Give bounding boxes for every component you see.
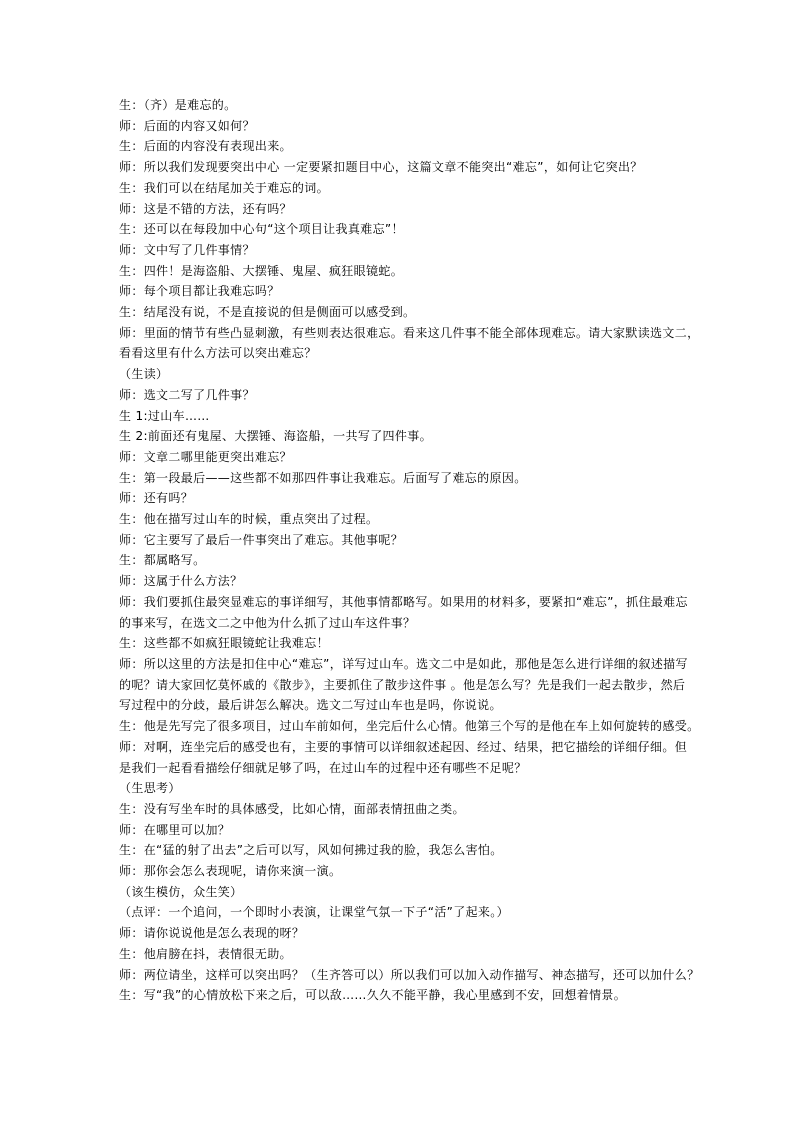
dialogue-paragraph: [119, 426, 679, 447]
dialogue-paragraph: [119, 261, 679, 282]
dialogue-line: 生：在“猛的射了出去”之后可以写，风如何拂过我的脸，我怎么害怕。: [119, 843, 503, 858]
dialogue-line: 师：它主要写了最后一件事突出了难忘。其他事呢？: [119, 532, 404, 547]
dialogue-line: 师：在哪里可以加？: [119, 822, 231, 837]
dialogue-paragraph: [119, 737, 688, 778]
dialogue-line: 生：这些都不如疯狂眼镜蛇让我难忘！: [119, 636, 329, 651]
dialogue-paragraph: [119, 654, 688, 716]
dialogue-line: 师：每个项目都让我难忘吗？: [119, 284, 280, 299]
dialogue-line: 生：他是先写完了很多项目，过山车前如何，坐完后什么心情。他第三个写的是他在车上如何旋转的感受。: [119, 719, 700, 734]
dialogue-line: 师：选文二写了几件事？: [119, 387, 255, 402]
dialogue-paragraph: [119, 716, 700, 737]
dialogue-line: 生：他在描写过山车的时候，重点突出了过程。: [119, 512, 379, 527]
dialogue-paragraph: [119, 778, 679, 799]
dialogue-paragraph: [119, 302, 679, 323]
dialogue-line: 生：第一段最后——这些都不如那四件事让我难忘。后面写了难忘的原因。: [119, 470, 527, 485]
dialogue-line: （点评：一个追问，一个即时小表演，让课堂气氛一下子“活”了起来。）: [119, 905, 509, 920]
dialogue-paragraph: [119, 364, 679, 385]
dialogue-line: （该生模仿，众生笑）: [119, 884, 243, 899]
dialogue-line: 是我们一起看看描绘仔细就足够了吗，在过山车的过程中还有哪些不足呢？: [119, 760, 527, 775]
dialogue-line: 师：这属于什么方法？: [119, 574, 243, 589]
dialogue-paragraph: [119, 385, 679, 406]
dialogue-paragraph: [119, 199, 679, 220]
dialogue-paragraph: [119, 820, 679, 841]
dialogue-paragraph: [119, 840, 679, 861]
dialogue-paragraph: [119, 323, 700, 364]
dialogue-line: 师：后面的内容又如何？: [119, 118, 255, 133]
dialogue-paragraph: [119, 965, 700, 986]
dialogue-line: 生：我们可以在结尾加关于难忘的词。: [119, 180, 329, 195]
dialogue-paragraph: [119, 116, 679, 137]
dialogue-line: 的事来写，在选文二之中他为什么抓了过山车这件事？: [119, 615, 416, 630]
dialogue-paragraph: [119, 178, 679, 199]
dialogue-paragraph: [119, 157, 679, 178]
dialogue-paragraph: [119, 799, 679, 820]
dialogue-paragraph: [119, 633, 679, 654]
dialogue-line: 师：我们要抓住最突显难忘的事详细写，其他事情都略写。如果用的材料多，要紧扣“难忘”，抓住最难忘: [119, 594, 688, 609]
dialogue-line: 师：所以我们发现要突出中心 一定要紧扣题目中心，这篇文章不能突出“难忘”，如何让它突出？: [119, 160, 643, 175]
dialogue-paragraph: [119, 571, 679, 592]
dialogue-line: 看看这里有什么方法可以突出难忘？: [119, 346, 317, 361]
dialogue-line: 生：（齐）是难忘的。: [119, 98, 237, 112]
dialogue-line: 师：所以这里的方法是扣住中心“难忘”，详写过山车。选文二中是如此，那他是怎么进行详细的叙述描写: [119, 656, 688, 671]
dialogue-paragraph: [119, 509, 679, 530]
dialogue-line: 生：还可以在每段加中心句“这个项目让我真难忘”！: [119, 222, 404, 237]
dialogue-paragraph: [119, 488, 679, 509]
dialogue-paragraph: [119, 985, 679, 1006]
dialogue-line: 的呢？请大家回忆莫怀戚的《散步》，主要抓住了散步这件事 。他是怎么写？先是我们一起去散步，然后: [119, 677, 686, 692]
dialogue-line: 师：那你会怎么表现呢，请你来演一演。: [119, 864, 342, 879]
dialogue-line: 师：文章二哪里能更突出难忘？: [119, 449, 292, 464]
dialogue-line: （生读）: [119, 367, 169, 382]
dialogue-paragraph: [119, 406, 679, 427]
dialogue-line: 生：没有写坐车时的具体感受，比如心情，面部表情扭曲之类。: [119, 801, 465, 816]
dialogue-line: 生：结尾没有说，不是直接说的但是侧面可以感受到。: [119, 305, 416, 320]
dialogue-line: 生：后面的内容没有表现出来。: [119, 139, 292, 154]
dialogue-paragraph: [119, 944, 679, 965]
dialogue-line: （生思考）: [119, 781, 181, 796]
dialogue-line: 师：对啊，连坐完后的感受也有，主要的事情可以详细叙述起因、经过、结果，把它描绘的详细仔细。但: [119, 739, 688, 754]
dialogue-line: 生 2:前面还有鬼屋、大摆锤、海盗船，一共写了四件事。: [119, 429, 432, 444]
dialogue-paragraph: [119, 530, 679, 551]
dialogue-paragraph: [119, 923, 679, 944]
dialogue-paragraph: [119, 550, 679, 571]
dialogue-paragraph: [119, 861, 679, 882]
dialogue-line: 生 1:过山车……: [119, 408, 210, 423]
dialogue-line: 师：这是不错的方法，还有吗？: [119, 201, 292, 216]
dialogue-line: 师：里面的情节有些凸显刺激，有些则表达很难忘。看来这几件事不能全部体现难忘。请大家默读选文二，: [119, 325, 700, 340]
dialogue-paragraph: [119, 219, 679, 240]
dialogue-paragraph: [119, 468, 679, 489]
dialogue-paragraph: [119, 882, 679, 903]
dialogue-paragraph: [119, 902, 679, 923]
dialogue-line: 写过程中的分歧，最后讲怎么解决。选文二写过山车也是吗，你说说。: [119, 698, 502, 713]
dialogue-line: 师：文中写了几件事情？: [119, 242, 255, 257]
dialogue-line: 师：两位请坐，这样可以突出吗？（生齐答可以）所以我们可以加入动作描写、神态描写，还可以加什么？: [119, 967, 700, 982]
dialogue-line: 生：四件！是海盗船、大摆锤、鬼屋、疯狂眼镜蛇。: [119, 263, 404, 278]
dialogue-line: 师：请你说说他是怎么表现的呀？: [119, 926, 305, 941]
dialogue-paragraph: [119, 447, 679, 468]
dialogue-paragraph: [119, 281, 679, 302]
dialogue-paragraph: [119, 240, 679, 261]
dialogue-line: 生：都属略写。: [119, 553, 206, 568]
dialogue-paragraph: [119, 95, 679, 116]
dialogue-line: 生：他肩膀在抖，表情很无助。: [119, 946, 292, 961]
dialogue-paragraph: [119, 136, 679, 157]
document-body: [119, 95, 700, 1006]
dialogue-line: 生：写“我”的心情放松下来之后，可以敌……久久不能平静，我心里感到不安，回想着情景。: [119, 988, 627, 1003]
dialogue-paragraph: [119, 592, 688, 633]
dialogue-line: 师：还有吗？: [119, 491, 194, 506]
